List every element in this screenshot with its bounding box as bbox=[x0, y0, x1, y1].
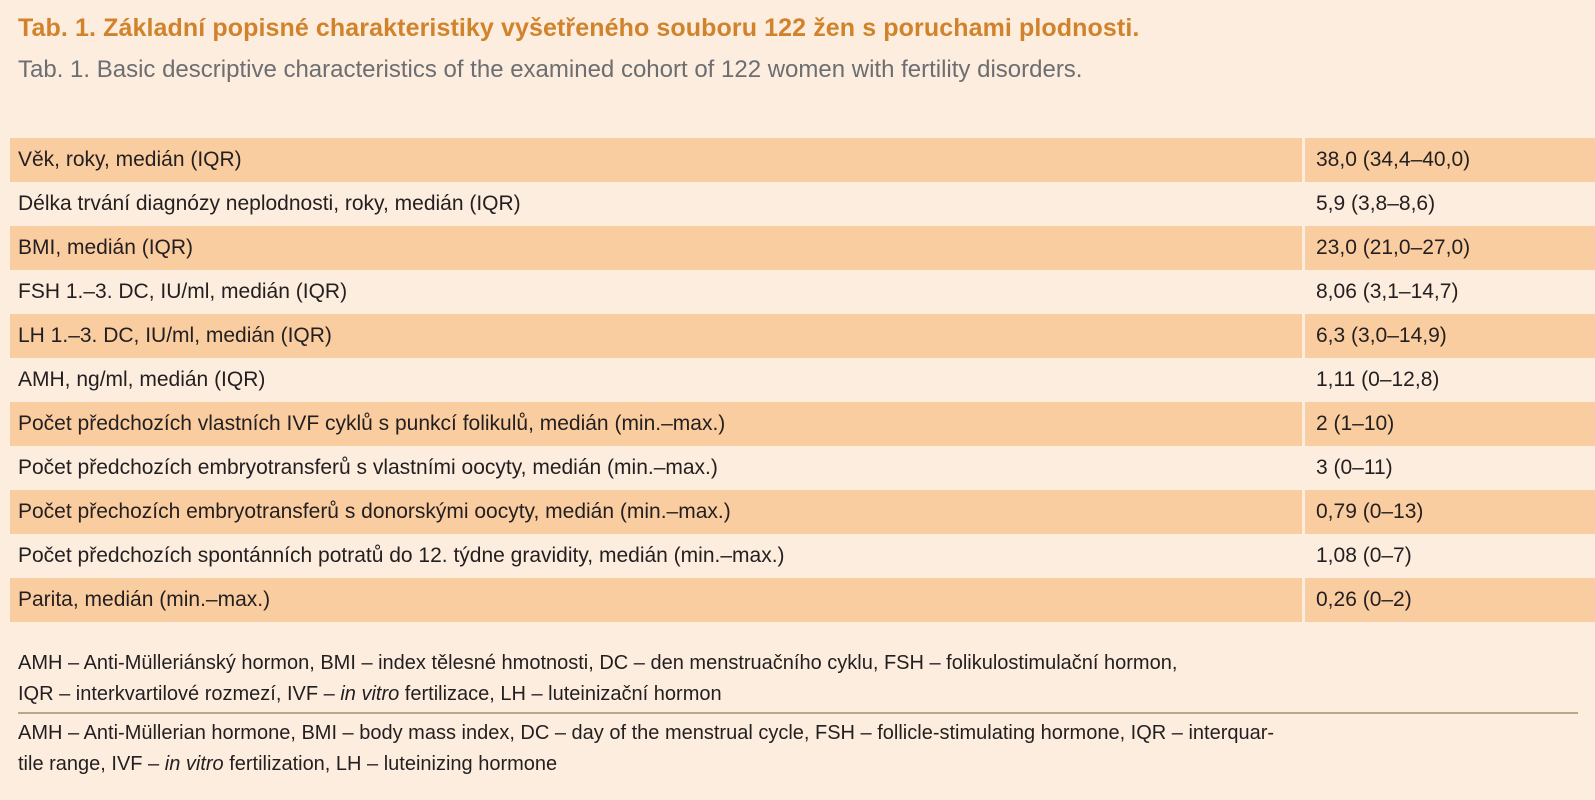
table-row bbox=[10, 270, 1595, 314]
table-row bbox=[10, 182, 1595, 226]
table-row bbox=[10, 534, 1595, 578]
note-line: AMH – Anti-Müllerian hormone, BMI – body mass index, DC – day of the menstrual cycle, FSH – follicle-stimulating hormone, IQR – interquar- bbox=[18, 722, 1275, 744]
row-label: Počet předchozích embryotransferů s vlastními oocyty, medián (min.–max.) bbox=[10, 446, 1302, 490]
abbreviations-note-czech bbox=[18, 648, 1578, 710]
row-label: BMI, medián (IQR) bbox=[10, 226, 1302, 270]
row-value: 3 (0–11) bbox=[1305, 446, 1595, 490]
row-value: 1,08 (0–7) bbox=[1305, 534, 1595, 578]
row-label: Věk, roky, medián (IQR) bbox=[10, 138, 1302, 182]
note-italic-text: in vitro bbox=[164, 753, 224, 775]
table-row bbox=[10, 358, 1595, 402]
table-row bbox=[10, 226, 1595, 270]
note-line: AMH – Anti-Mülleriánský hormon, BMI – index tělesné hmotnosti, DC – den menstruačního cyklu, FSH – folikulostimulační hormon, bbox=[18, 652, 1178, 674]
characteristics-table bbox=[10, 138, 1595, 622]
row-label: Délka trvání diagnózy neplodnosti, roky, medián (IQR) bbox=[10, 182, 1302, 226]
note-text: tile range, IVF – bbox=[18, 753, 165, 775]
row-value: 6,3 (3,0–14,9) bbox=[1305, 314, 1595, 358]
row-value: 0,79 (0–13) bbox=[1305, 490, 1595, 534]
row-value: 38,0 (34,4–40,0) bbox=[1305, 138, 1595, 182]
row-label: LH 1.–3. DC, IU/ml, medián (IQR) bbox=[10, 314, 1302, 358]
row-label: Počet předchozích vlastních IVF cyklů s punkcí folikulů, medián (min.–max.) bbox=[10, 402, 1302, 446]
row-label: Parita, medián (min.–max.) bbox=[10, 578, 1302, 622]
table-row bbox=[10, 402, 1595, 446]
note-text: IQR – interkvartilové rozmezí, IVF – bbox=[18, 683, 341, 705]
table-title-english: Tab. 1. Basic descriptive characteristics of the examined cohort of 122 women with fertility disorders. bbox=[18, 56, 1083, 83]
row-value: 2 (1–10) bbox=[1305, 402, 1595, 446]
table-row bbox=[10, 446, 1595, 490]
table-row bbox=[10, 490, 1595, 534]
table-row bbox=[10, 578, 1595, 622]
row-value: 5,9 (3,8–8,6) bbox=[1305, 182, 1595, 226]
note-line bbox=[18, 679, 1578, 710]
table-row bbox=[10, 138, 1595, 182]
table-row bbox=[10, 314, 1595, 358]
row-label: AMH, ng/ml, medián (IQR) bbox=[10, 358, 1302, 402]
row-label: Počet přechozích embryotransferů s donorskými oocyty, medián (min.–max.) bbox=[10, 490, 1302, 534]
note-line bbox=[18, 749, 1578, 780]
row-value: 0,26 (0–2) bbox=[1305, 578, 1595, 622]
notes-divider bbox=[18, 712, 1578, 714]
note-italic-text: in vitro bbox=[340, 683, 400, 705]
row-value: 8,06 (3,1–14,7) bbox=[1305, 270, 1595, 314]
row-label: Počet předchozích spontánních potratů do 12. týdne gravidity, medián (min.–max.) bbox=[10, 534, 1302, 578]
row-label: FSH 1.–3. DC, IU/ml, medián (IQR) bbox=[10, 270, 1302, 314]
note-text: fertilization, LH – luteinizing hormone bbox=[223, 753, 558, 775]
row-value: 23,0 (21,0–27,0) bbox=[1305, 226, 1595, 270]
row-value: 1,11 (0–12,8) bbox=[1305, 358, 1595, 402]
table-title-czech: Tab. 1. Základní popisné charakteristiky vyšetřeného souboru 122 žen s poruchami plodnosti. bbox=[18, 14, 1140, 42]
note-text: fertilizace, LH – luteinizační hormon bbox=[399, 683, 722, 705]
abbreviations-note-english bbox=[18, 718, 1578, 780]
